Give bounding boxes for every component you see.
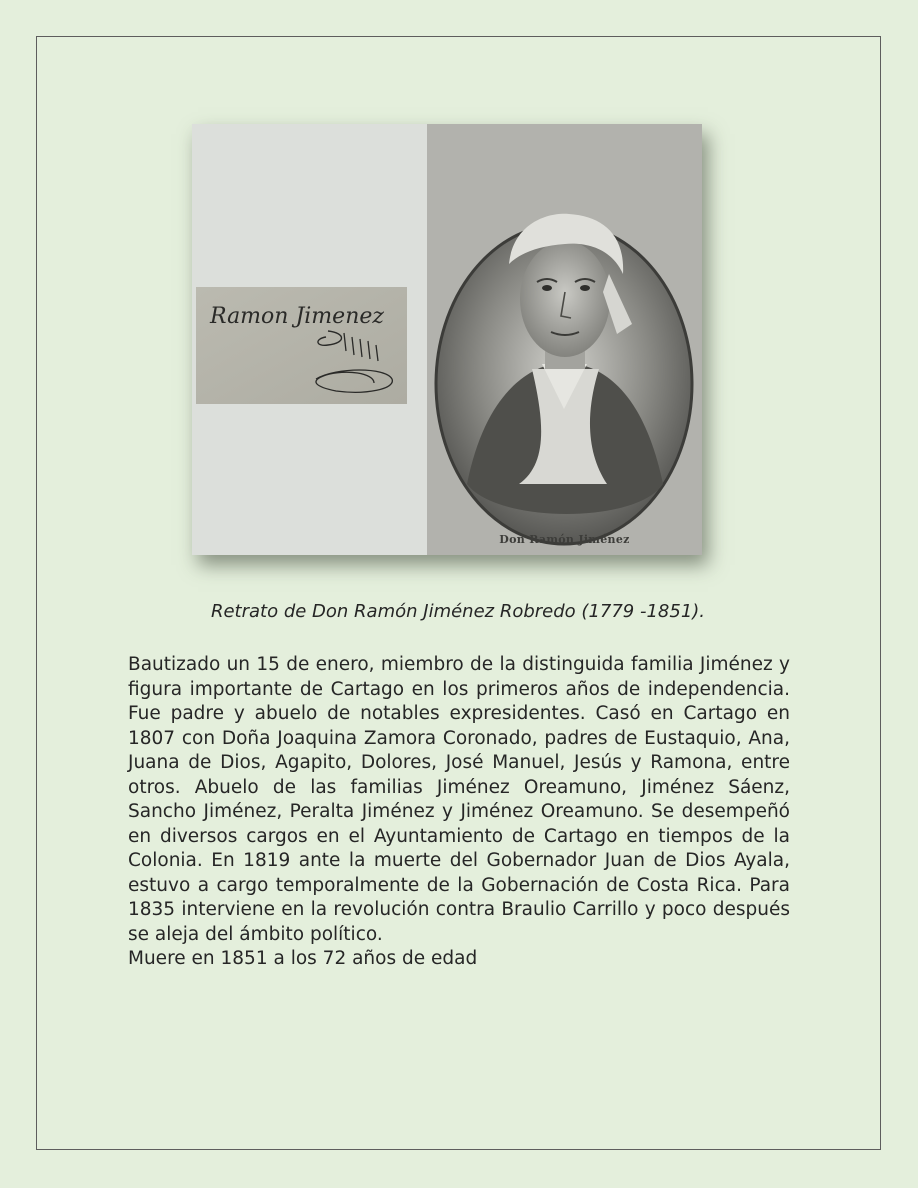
- signature-panel: [192, 124, 427, 555]
- portrait-figure: [192, 124, 702, 555]
- biography-last-line: Muere en 1851 a los 72 años de edad: [128, 948, 478, 969]
- portrait-caption: Don Ramón Jiménez: [499, 533, 630, 546]
- portrait-engraving: [427, 124, 702, 555]
- signature-image: [196, 287, 407, 404]
- biography-text: [128, 653, 790, 972]
- portrait-panel: [427, 124, 702, 555]
- biography-paragraph: Bautizado un 15 de enero, miembro de la distinguida familia Jiménez y figura importante de Cartago en los primeros años de independencia. Fue padre y abuelo de notables expresidentes. Casó en Cartago en 1807 con Doña Joaquina Zamora Coronado, padres de Eustaquio, Ana, Juana de Dios, Agapito, Dolores, José Manuel, Jesús y Ramona, entre otros. Abuelo de las familias Jiménez Oreamuno, Jiménez Sáenz, Sancho Jiménez, Peralta Jiménez y Jiménez Oreamuno. Se desempeñó en diversos cargos en el Ayuntamiento de Cartago en tiempos de la Colonia. En 1819 ante la muerte del Gobernador Juan de Dios Ayala, estuvo a cargo temporalmente de la Gobernación de Costa Rica. Para 1835 interviene en la revolución contra Braulio Carrillo y poco después se aleja del ámbito político.: [128, 654, 790, 945]
- signature-handwriting: Ramon Jimenez: [210, 304, 384, 329]
- figure-caption: Retrato de Don Ramón Jiménez Robredo (1779 -1851).: [210, 601, 706, 622]
